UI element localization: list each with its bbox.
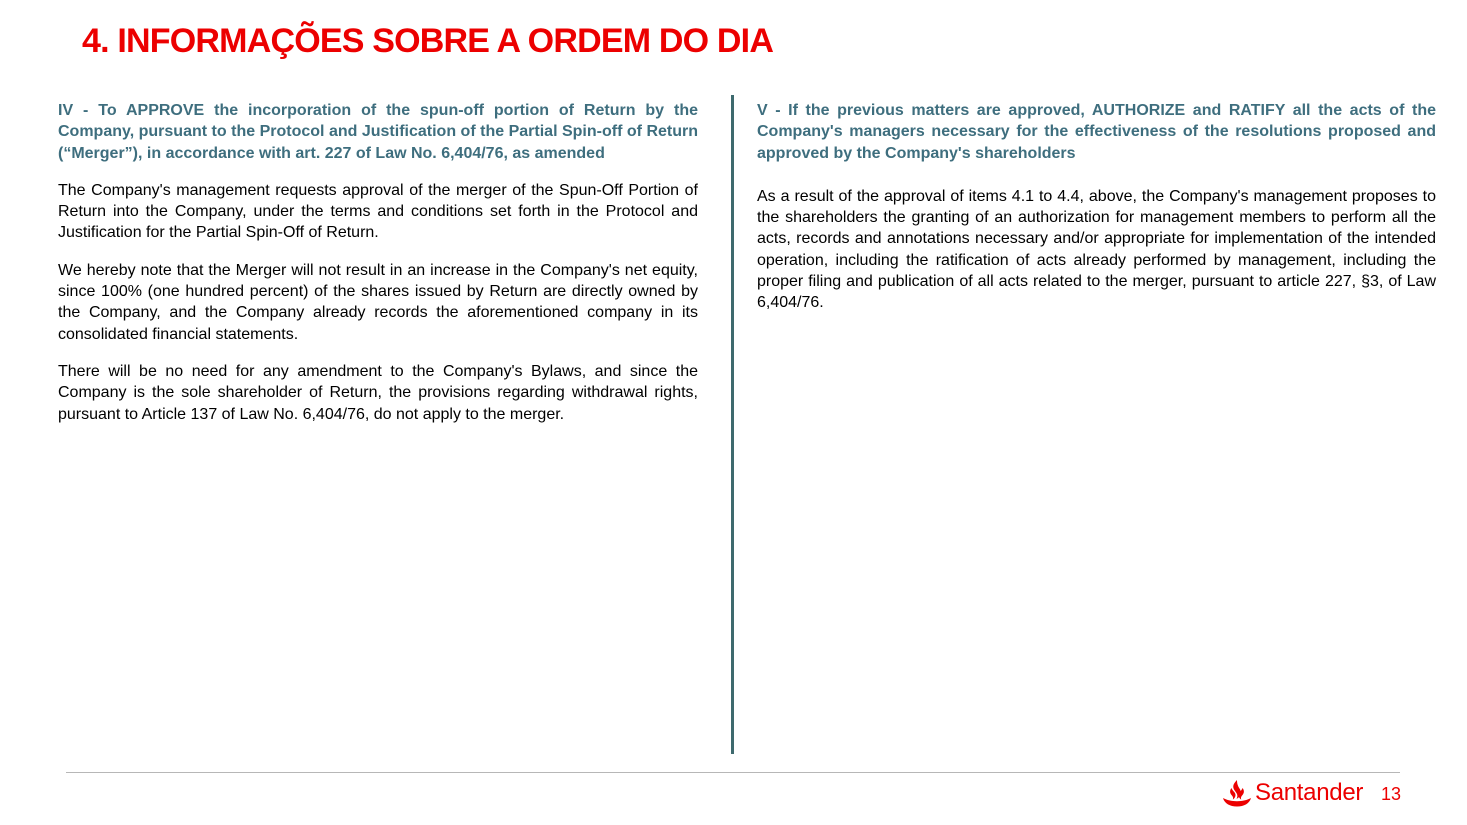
santander-logo [1222, 778, 1363, 808]
column-divider [731, 95, 734, 754]
item-iv-paragraph-1: The Company's management requests approval of the merger of the Spun-Off Portion of Return into the Company, under the terms and conditions set forth in the Protocol and Justification for the Partial Spin-Off of Return. [58, 181, 698, 242]
item-iv-paragraph-3: There will be no need for any amendment to the Company's Bylaws, and since the Company is the sole shareholder of Return, the provisions regarding withdrawal rights, pursuant to Article 137 of Law No. 6,404/76, do not apply to the merger. [58, 362, 698, 423]
page-number: 13 [1381, 784, 1402, 804]
item-v-heading: V - If the previous matters are approved, AUTHORIZE and RATIFY all the acts of the Company's managers necessary for the effectiveness of the resolutions proposed and approved by the Company's shareholders [757, 102, 1436, 162]
santander-flame-icon [1222, 779, 1252, 807]
brand-name: Santander [1255, 779, 1364, 806]
left-column [58, 100, 698, 441]
item-iv-paragraph-2: We hereby note that the Merger will not result in an increase in the Company's net equity, since 100% (one hundred percent) of the shares issued by Return are directly owned by the Company, and the Company already records the aforementioned company in its consolidated financial statements. [58, 261, 698, 343]
item-v-paragraph-1: As a result of the approval of items 4.1 to 4.4, above, the Company's management proposes to the shareholders the granting of an authorization for management members to perform all the acts, records and annotations necessary and/or appropriate for implementation of the intended operation, including the ratification of acts already performed by management, including the proper filing and publication of all acts related to the merger, pursuant to article 227, §3, of Law 6,404/76. [757, 187, 1436, 312]
item-iv-heading: IV - To APPROVE the incorporation of the spun-off portion of Return by the Company, pursuant to the Protocol and Justification of the Partial Spin-off of Return (“Merger”), in accordance with art. 227 of Law No. 6,404/76, as amended [58, 102, 698, 162]
footer-divider [66, 772, 1400, 773]
right-column [757, 100, 1436, 330]
page-title: 4. INFORMAÇÕES SOBRE A ORDEM DO DIA [82, 22, 774, 60]
